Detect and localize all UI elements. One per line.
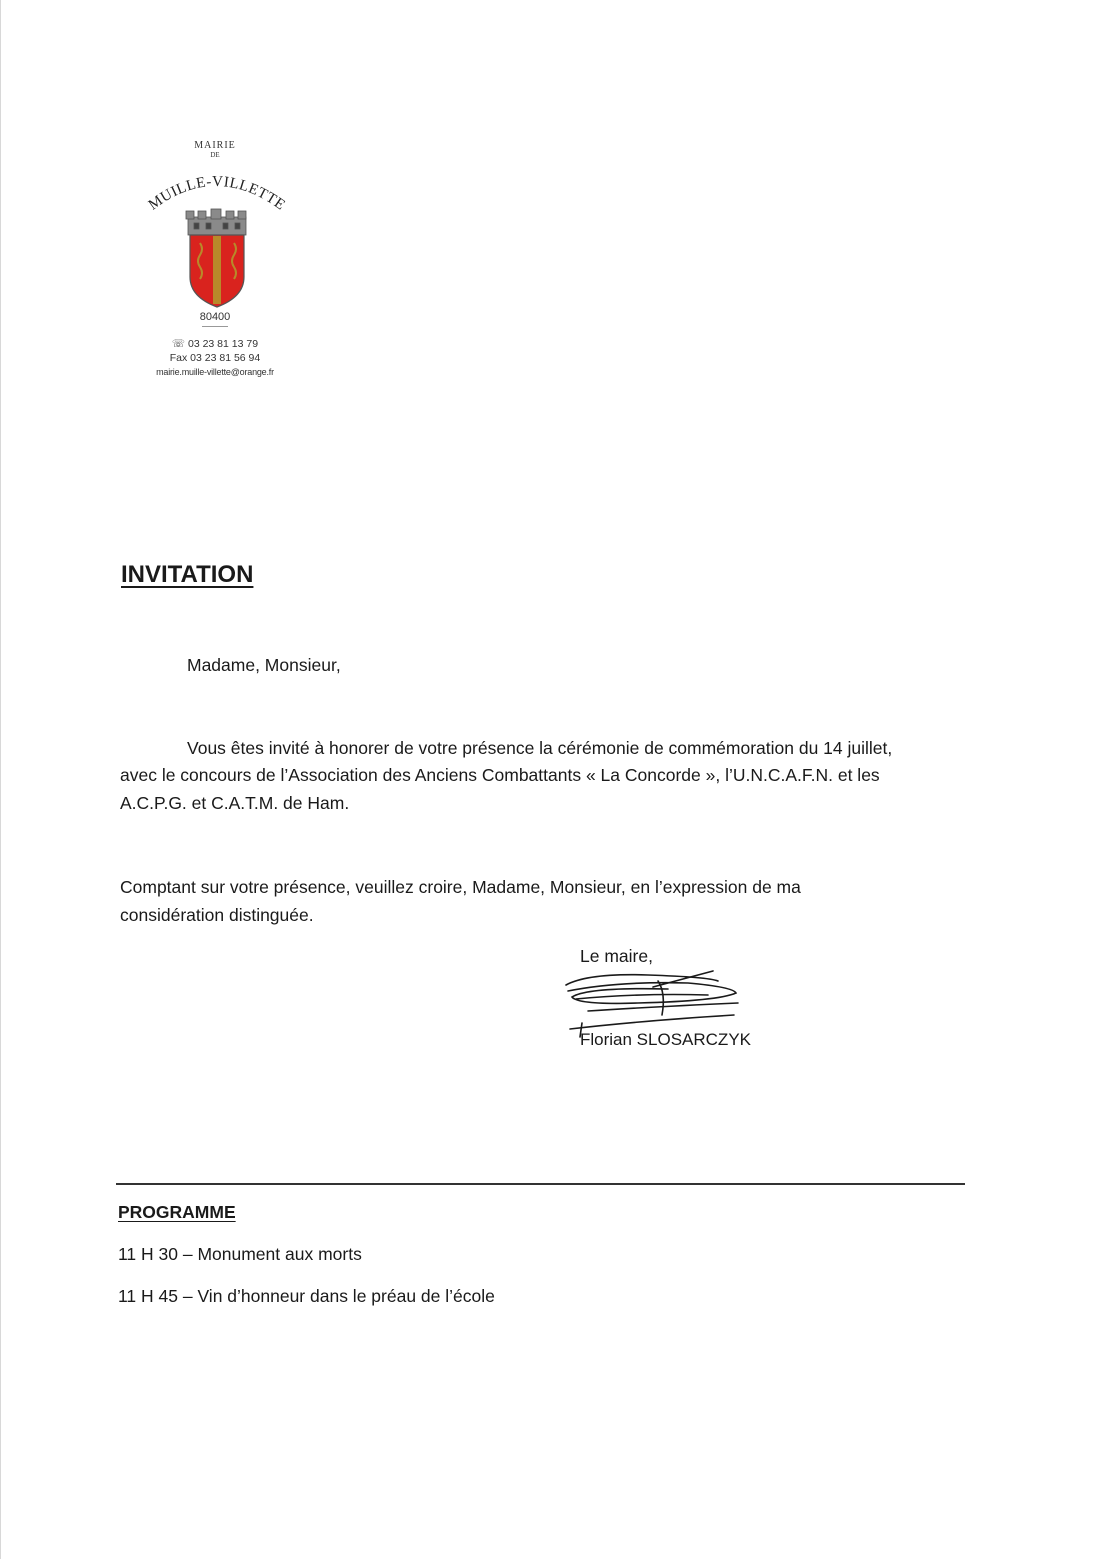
body-line-1: Vous êtes invité à honorer de votre présence la cérémonie de commémoration du 14 juillet, xyxy=(187,738,893,758)
programme-item: 11 H 45 – Vin d’honneur dans le préau de l’école xyxy=(118,1286,495,1306)
svg-text:MUILLE-VILLETTE xyxy=(146,174,288,214)
programme-item: 11 H 30 – Monument aux morts xyxy=(118,1244,362,1264)
signer-name: Florian SLOSARCZYK xyxy=(580,1030,751,1049)
mairie-label: MAIRIE xyxy=(194,140,236,151)
closing-line-2: considération distinguée. xyxy=(120,905,314,925)
body-line-3: A.C.P.G. et C.A.T.M. de Ham. xyxy=(120,793,350,813)
phone-icon: ☏ xyxy=(171,338,186,350)
commune-name-arc: MUILLE-VILLETTE xyxy=(145,173,289,214)
salutation: Madame, Monsieur, xyxy=(187,655,341,675)
fax-line: Fax 03 23 81 56 94 xyxy=(169,352,261,364)
mairie-de-label: DE xyxy=(210,151,220,159)
programme-title: PROGRAMME xyxy=(118,1202,236,1222)
postal-divider xyxy=(202,326,228,327)
coat-of-arms-logo xyxy=(140,159,290,309)
signer-role: Le maire, xyxy=(580,946,653,966)
crest-pale xyxy=(213,236,221,304)
crest-crown xyxy=(186,209,246,235)
letterhead xyxy=(130,140,300,379)
section-divider xyxy=(116,1183,965,1185)
page-title: INVITATION xyxy=(121,561,254,588)
phone-line xyxy=(130,337,300,351)
phone-number: 03 23 81 13 79 xyxy=(187,338,259,350)
postal-code: 80400 xyxy=(199,311,231,323)
email-line: mairie.muille-villette@orange.fr xyxy=(156,367,274,377)
closing-line-1: Comptant sur votre présence, veuillez croire, Madame, Monsieur, en l’expression de ma xyxy=(120,877,801,897)
body-line-2: avec le concours de l’Association des Anciens Combattants « La Concorde », l’U.N.C.A.F.N. et les xyxy=(120,765,880,785)
page-edge xyxy=(0,0,1,1559)
